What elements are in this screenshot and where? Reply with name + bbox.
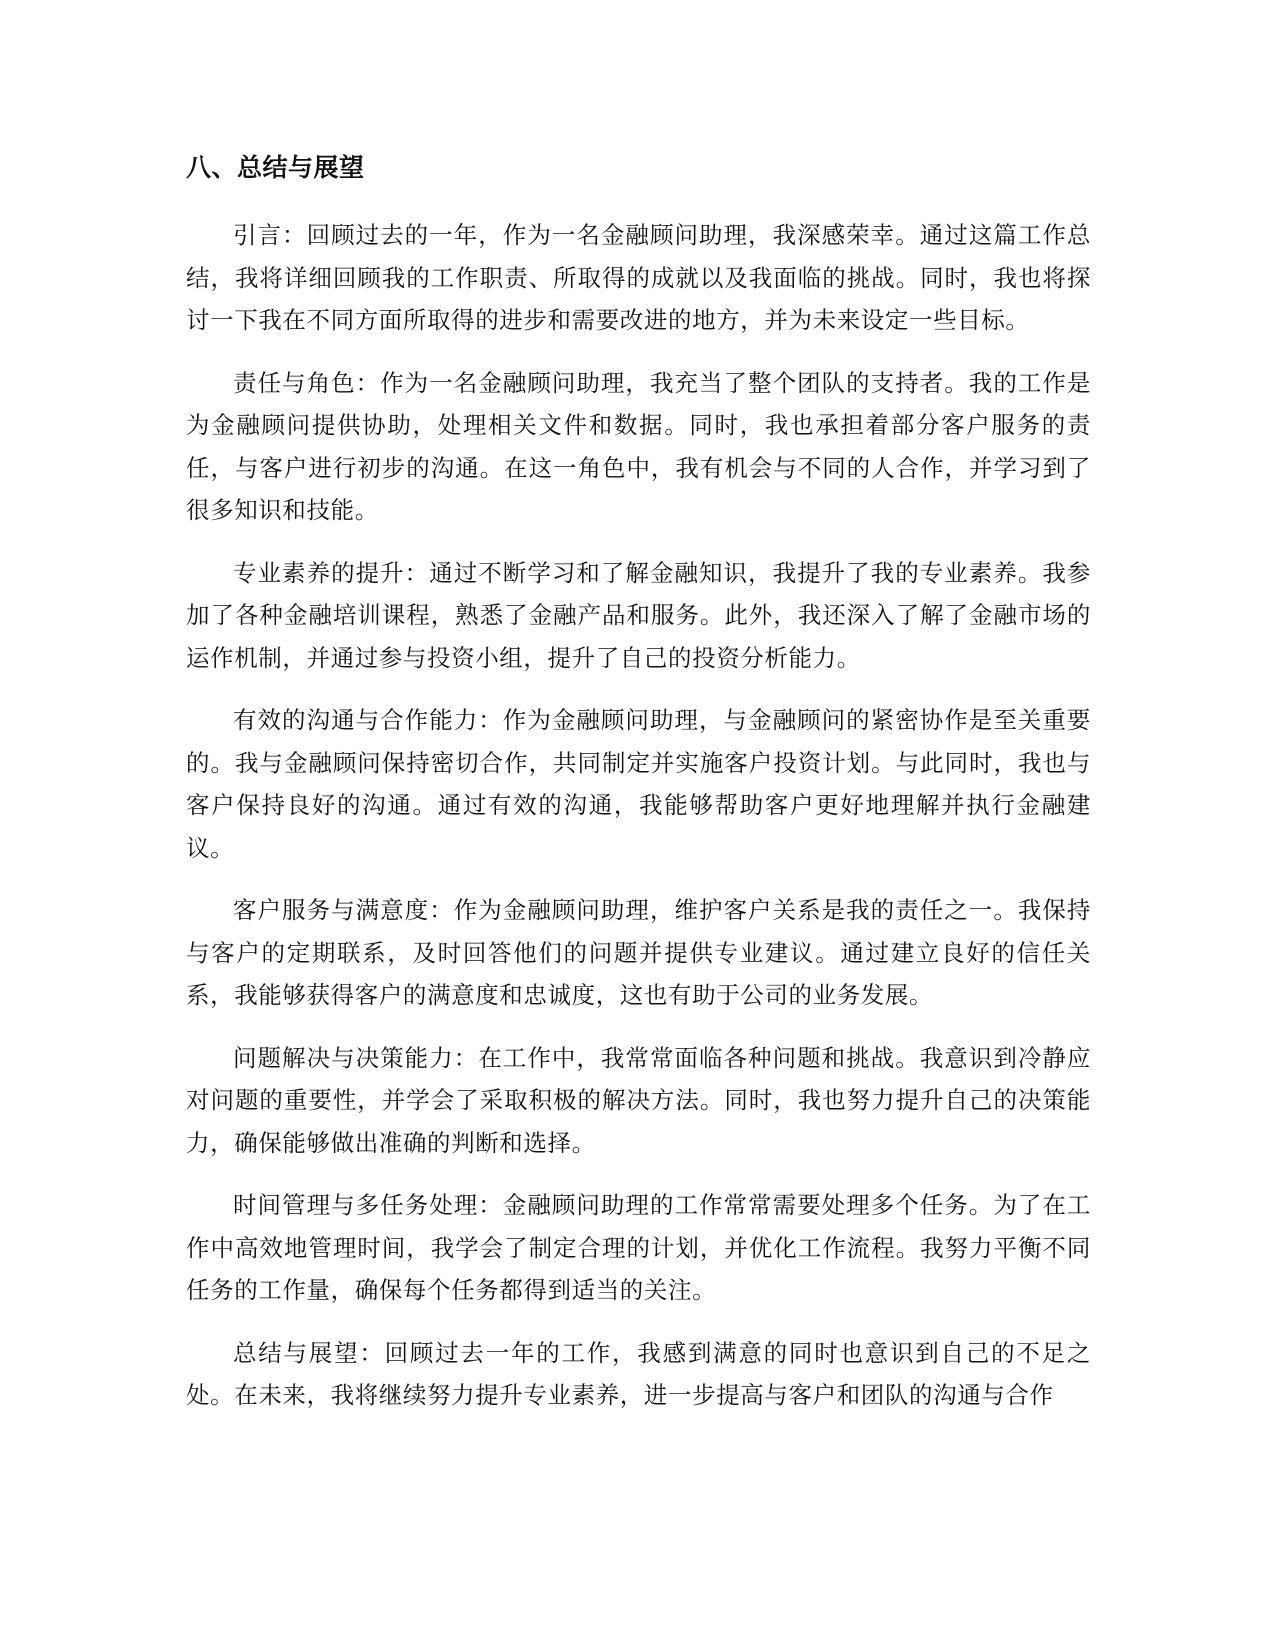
paragraph-time-management: 时间管理与多任务处理：金融顾问助理的工作常常需要处理多个任务。为了在工作中高效地管理时间，我学会了制定合理的计划，并优化工作流程。我努力平衡不同任务的工作量，确保每个任务都得到适当的关注。 (186, 1191, 1091, 1304)
document-body (186, 148, 1091, 1437)
paragraph-problem-solving: 问题解决与决策能力：在工作中，我常常面临各种问题和挑战。我意识到冷静应对问题的重要性，并学会了采取积极的解决方法。同时，我也努力提升自己的决策能力，确保能够做出准确的判断和选择。 (186, 1043, 1091, 1157)
paragraph-summary-outlook: 总结与展望：回顾过去一年的工作，我感到满意的同时也意识到自己的不足之处。在未来，我将继续努力提升专业素养，进一步提高与客户和团队的沟通与合作 (186, 1338, 1091, 1409)
section-heading: 八、总结与展望 (186, 153, 365, 182)
paragraph-responsibility-role: 责任与角色：作为一名金融顾问助理，我充当了整个团队的支持者。我的工作是为金融顾问提供协助，处理相关文件和数据。同时，我也承担着部分客户服务的责任，与客户进行初步的沟通。在这一角色中，我有机会与不同的人合作，并学习到了很多知识和技能。 (186, 368, 1091, 524)
paragraph-professional-growth: 专业素养的提升：通过不断学习和了解金融知识，我提升了我的专业素养。我参加了各种金融培训课程，熟悉了金融产品和服务。此外，我还深入了解了金融市场的运作机制，并通过参与投资小组，提升了自己的投资分析能力。 (186, 558, 1091, 672)
paragraph-introduction: 引言：回顾过去的一年，作为一名金融顾问助理，我深感荣幸。通过这篇工作总结，我将详细回顾我的工作职责、所取得的成就以及我面临的挑战。同时，我也将探讨一下我在不同方面所取得的进步和需要改进的地方，并为未来设定一些目标。 (186, 221, 1091, 334)
paragraph-communication-cooperation: 有效的沟通与合作能力：作为金融顾问助理，与金融顾问的紧密协作是至关重要的。我与金融顾问保持密切合作，共同制定并实施客户投资计划。与此同时，我也与客户保持良好的沟通。通过有效的沟通，我能够帮助客户更好地理解并执行金融建议。 (186, 706, 1091, 862)
paragraph-customer-service: 客户服务与满意度：作为金融顾问助理，维护客户关系是我的责任之一。我保持与客户的定期联系，及时回答他们的问题并提供专业建议。通过建立良好的信任关系，我能够获得客户的满意度和忠诚度，这也有助于公司的业务发展。 (186, 896, 1091, 1009)
